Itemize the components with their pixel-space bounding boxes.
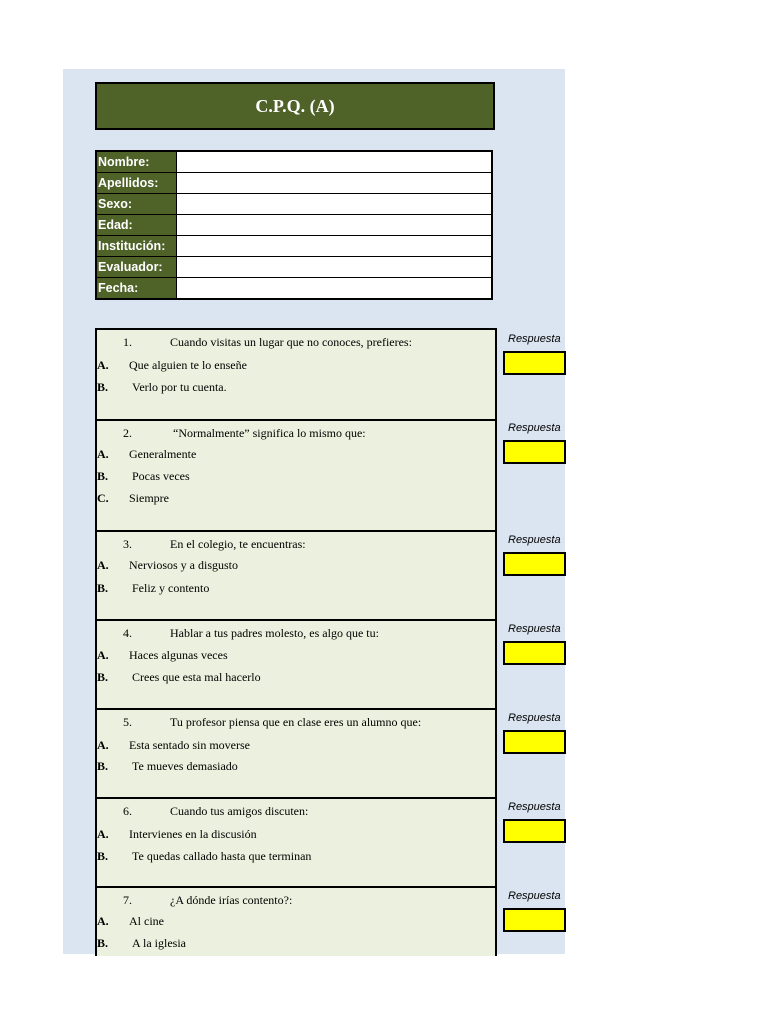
option-text: Feliz y contento bbox=[132, 581, 210, 595]
question-number: 6. bbox=[123, 804, 132, 818]
info-value-cell[interactable] bbox=[177, 278, 493, 300]
option-text: Haces algunas veces bbox=[129, 648, 228, 662]
question-text: Cuando visitas un lugar que no conoces, prefieres: bbox=[170, 335, 412, 349]
option-letter: A. bbox=[97, 648, 109, 662]
response-label: Respuesta bbox=[508, 534, 561, 546]
response-input-4[interactable] bbox=[503, 641, 566, 665]
info-label: Institución: bbox=[96, 236, 177, 257]
question-text: “Normalmente” significa lo mismo que: bbox=[173, 426, 366, 440]
option-letter: A. bbox=[97, 827, 109, 841]
question-text: Tu profesor piensa que en clase eres un alumno que: bbox=[170, 715, 422, 729]
form-title-bar bbox=[95, 82, 495, 130]
info-row-sexo bbox=[96, 194, 492, 215]
question-3 bbox=[97, 532, 495, 621]
option-letter: B. bbox=[97, 380, 109, 394]
question-number: 3. bbox=[123, 537, 132, 551]
option-letter: A. bbox=[97, 914, 109, 928]
personal-info-table bbox=[95, 150, 493, 300]
option-letter: A. bbox=[97, 358, 109, 372]
option-letter: A. bbox=[97, 738, 109, 752]
response-label: Respuesta bbox=[508, 422, 561, 434]
info-label: Apellidos: bbox=[96, 173, 177, 194]
question-7 bbox=[97, 888, 495, 956]
question-2 bbox=[97, 421, 495, 532]
info-value-cell[interactable] bbox=[177, 151, 493, 173]
response-input-5[interactable] bbox=[503, 730, 566, 754]
option-text: Que alguien te lo enseñe bbox=[129, 358, 247, 372]
option-letter: B. bbox=[97, 581, 109, 595]
info-label: Sexo: bbox=[96, 194, 177, 215]
option-letter: C. bbox=[97, 491, 109, 505]
info-row-nombre bbox=[96, 151, 492, 173]
info-value-cell[interactable] bbox=[177, 173, 493, 194]
option-letter: B. bbox=[97, 759, 109, 773]
response-input-1[interactable] bbox=[503, 351, 566, 375]
info-value-cell[interactable] bbox=[177, 215, 493, 236]
option-text: Al cine bbox=[129, 914, 164, 928]
info-row-apellidos bbox=[96, 173, 492, 194]
question-text: Cuando tus amigos discuten: bbox=[170, 804, 309, 818]
option-text: Intervienes en la discusión bbox=[129, 827, 257, 841]
info-label: Edad: bbox=[96, 215, 177, 236]
response-input-3[interactable] bbox=[503, 552, 566, 576]
option-text: Nerviosos y a disgusto bbox=[129, 558, 238, 572]
option-letter: B. bbox=[97, 670, 109, 684]
question-5 bbox=[97, 710, 495, 799]
question-number: 2. bbox=[123, 426, 132, 440]
form-title: C.P.Q. (A) bbox=[255, 95, 335, 116]
option-text: Te quedas callado hasta que terminan bbox=[132, 849, 312, 863]
info-value-cell[interactable] bbox=[177, 257, 493, 278]
option-letter: B. bbox=[97, 936, 109, 950]
question-text: ¿A dónde irías contento?: bbox=[170, 893, 293, 907]
info-label: Nombre: bbox=[96, 151, 177, 173]
response-label: Respuesta bbox=[508, 890, 561, 902]
option-text: Verlo por tu cuenta. bbox=[132, 380, 227, 394]
option-text: Pocas veces bbox=[132, 469, 190, 483]
question-text: Hablar a tus padres molesto, es algo que tu: bbox=[170, 626, 379, 640]
option-text: Crees que esta mal hacerlo bbox=[132, 670, 261, 684]
info-value-cell[interactable] bbox=[177, 236, 493, 257]
question-number: 5. bbox=[123, 715, 132, 729]
info-row-edad bbox=[96, 215, 492, 236]
response-label: Respuesta bbox=[508, 333, 561, 345]
response-input-7[interactable] bbox=[503, 908, 566, 932]
response-input-6[interactable] bbox=[503, 819, 566, 843]
response-label: Respuesta bbox=[508, 623, 561, 635]
question-6 bbox=[97, 799, 495, 888]
option-text: Te mueves demasiado bbox=[132, 759, 238, 773]
question-text: En el colegio, te encuentras: bbox=[170, 537, 306, 551]
response-input-2[interactable] bbox=[503, 440, 566, 464]
option-text: Generalmente bbox=[129, 447, 197, 461]
option-text: Siempre bbox=[129, 491, 169, 505]
option-text: Esta sentado sin moverse bbox=[129, 738, 250, 752]
info-row-evaluador bbox=[96, 257, 492, 278]
info-row-fecha bbox=[96, 278, 492, 300]
info-label: Evaluador: bbox=[96, 257, 177, 278]
question-number: 7. bbox=[123, 893, 132, 907]
question-number: 4. bbox=[123, 626, 132, 640]
response-label: Respuesta bbox=[508, 712, 561, 724]
option-letter: A. bbox=[97, 447, 109, 461]
response-label: Respuesta bbox=[508, 801, 561, 813]
question-1 bbox=[97, 330, 495, 421]
question-number: 1. bbox=[123, 335, 132, 349]
info-label: Fecha: bbox=[96, 278, 177, 300]
option-letter: A. bbox=[97, 558, 109, 572]
option-letter: B. bbox=[97, 469, 109, 483]
option-text: A la iglesia bbox=[132, 936, 186, 950]
option-letter: B. bbox=[97, 849, 109, 863]
question-4 bbox=[97, 621, 495, 710]
questions-block bbox=[95, 328, 497, 956]
info-value-cell[interactable] bbox=[177, 194, 493, 215]
info-row-institucion bbox=[96, 236, 492, 257]
